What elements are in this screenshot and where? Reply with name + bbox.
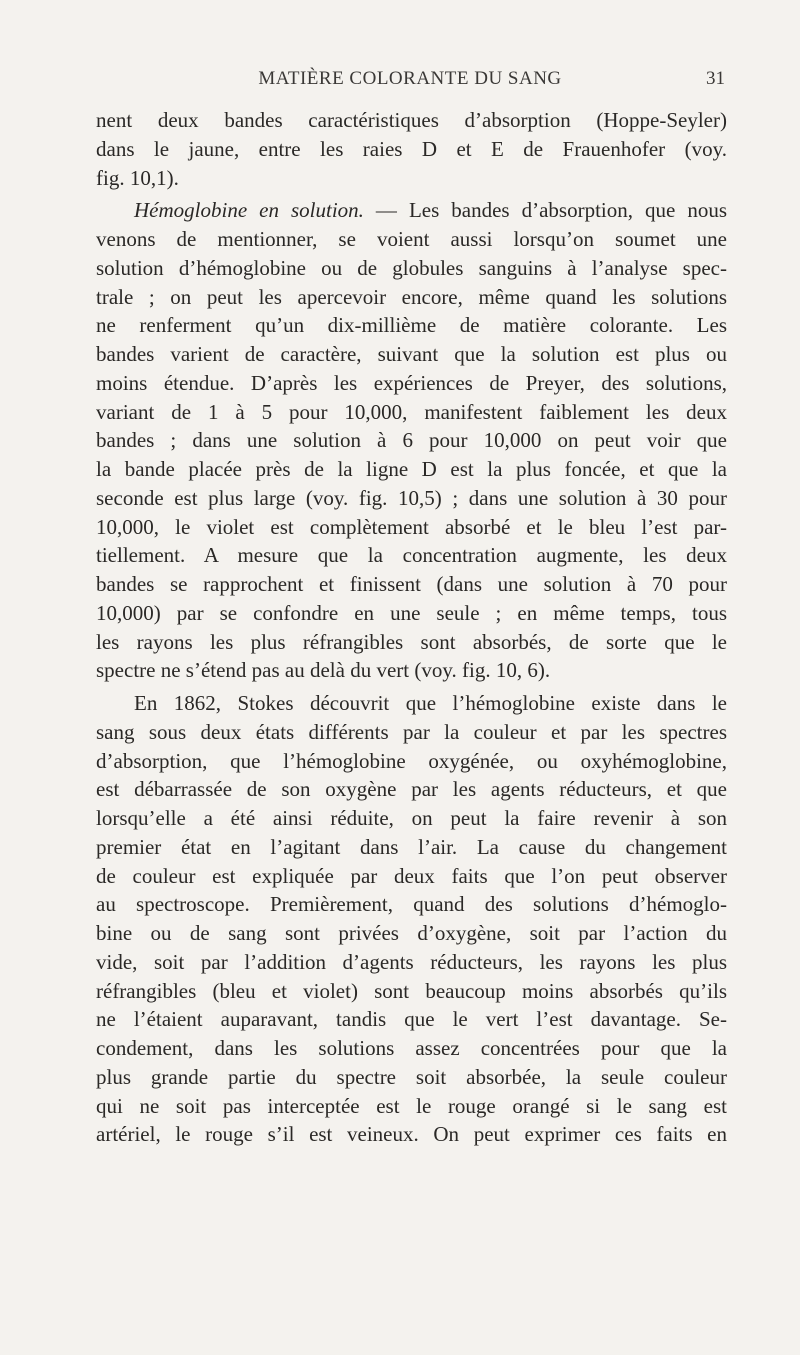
text-line: est débarrassée de son oxygène par les agents réducteurs, et que bbox=[96, 777, 727, 802]
body-text bbox=[96, 106, 727, 1149]
text-line: bandes varient de caractère, suivant que la solution est plus ou bbox=[96, 342, 727, 366]
text-line: seconde est plus large (voy. fig. 10,5) ; dans une solution à 30 pour bbox=[96, 485, 727, 510]
text-line: bine ou de sang sont privées d’oxygène, soit par l’action du bbox=[96, 921, 727, 945]
text-line: trale ; on peut les apercevoir encore, même quand les solutions bbox=[96, 284, 727, 309]
page-number: 31 bbox=[706, 68, 725, 89]
text-line bbox=[96, 196, 727, 225]
text-line: qui ne soit pas interceptée est le rouge orangé si le sang est bbox=[96, 1093, 727, 1118]
text-line: la bande placée près de la ligne D est la plus foncée, et que la bbox=[96, 457, 727, 481]
text-span: — Les bandes d’absorption, que nous bbox=[363, 198, 728, 223]
text-line: ne l’étaient auparavant, tandis que le vert l’est davantage. Se- bbox=[96, 1007, 727, 1032]
text-line: vide, soit par l’addition d’agents réducteurs, les rayons les plus bbox=[96, 949, 727, 974]
text-line: plus grande partie du spectre soit absorbée, la seule couleur bbox=[96, 1064, 727, 1089]
text-line: réfrangibles (bleu et violet) sont beaucoup moins absorbés qu’ils bbox=[96, 978, 727, 1003]
text-line: les rayons les plus réfrangibles sont absorbés, de sorte que le bbox=[96, 629, 727, 654]
text-line: au spectroscope. Premièrement, quand des solutions d’hémoglo- bbox=[96, 892, 727, 917]
text-line: tiellement. A mesure que la concentration augmente, les deux bbox=[96, 543, 727, 568]
text-line: 10,000, le violet est complètement absorbé et le bleu l’est par- bbox=[96, 514, 727, 539]
text-line: venons de mentionner, se voient aussi lorsqu’on soumet une bbox=[96, 227, 727, 251]
text-line: condement, dans les solutions assez concentrées pour que la bbox=[96, 1036, 727, 1060]
text-line: dans le jaune, entre les raies D et E de Frauenhofer (voy. bbox=[96, 136, 727, 161]
text-line: ne renferment qu’un dix-millième de matière colorante. Les bbox=[96, 313, 727, 338]
paragraph-2 bbox=[96, 196, 727, 685]
text-line: artériel, le rouge s’il est veineux. On peut exprimer ces faits en bbox=[96, 1122, 727, 1147]
text-line: 10,000) par se confondre en une seule ; en même temps, tous bbox=[96, 600, 727, 625]
text-line: bandes se rapprochent et finissent (dans une solution à 70 pour bbox=[96, 572, 727, 596]
text-line: nent deux bandes caractéristiques d’absorption (Hoppe-Seyler) bbox=[96, 108, 727, 132]
text-line: sang sous deux états différents par la couleur et par les spectres bbox=[96, 719, 727, 744]
text-line: de couleur est expliquée par deux faits que l’on peut observer bbox=[96, 863, 727, 888]
text-line: fig. 10,1). bbox=[96, 165, 179, 190]
text-line: bandes ; dans une solution à 6 pour 10,000 on peut voir que bbox=[96, 428, 727, 453]
text-line: d’absorption, que l’hémoglobine oxygénée, ou oxyhémoglobine, bbox=[96, 748, 727, 773]
text-line: moins étendue. D’après les expériences de Preyer, des solutions, bbox=[96, 370, 727, 395]
text-line: variant de 1 à 5 pour 10,000, manifestent faiblement les deux bbox=[96, 399, 727, 424]
running-title: MATIÈRE COLORANTE DU SANG bbox=[258, 68, 562, 89]
text-line: lorsqu’elle a été ainsi réduite, on peut la faire revenir à son bbox=[96, 806, 727, 830]
paragraph-1 bbox=[96, 106, 727, 192]
text-line: En 1862, Stokes découvrit que l’hémoglobine existe dans le bbox=[134, 691, 727, 715]
text-line: spectre ne s’étend pas au delà du vert (voy. fig. 10, 6). bbox=[96, 658, 551, 683]
running-head bbox=[95, 68, 725, 96]
section-heading: Hémoglobine en solution. bbox=[134, 198, 364, 223]
text-line: premier état en l’agitant dans l’air. La cause du changement bbox=[96, 834, 727, 859]
text-line: solution d’hémoglobine ou de globules sanguins à l’analyse spec- bbox=[96, 255, 727, 280]
paragraph-3 bbox=[96, 689, 727, 1149]
